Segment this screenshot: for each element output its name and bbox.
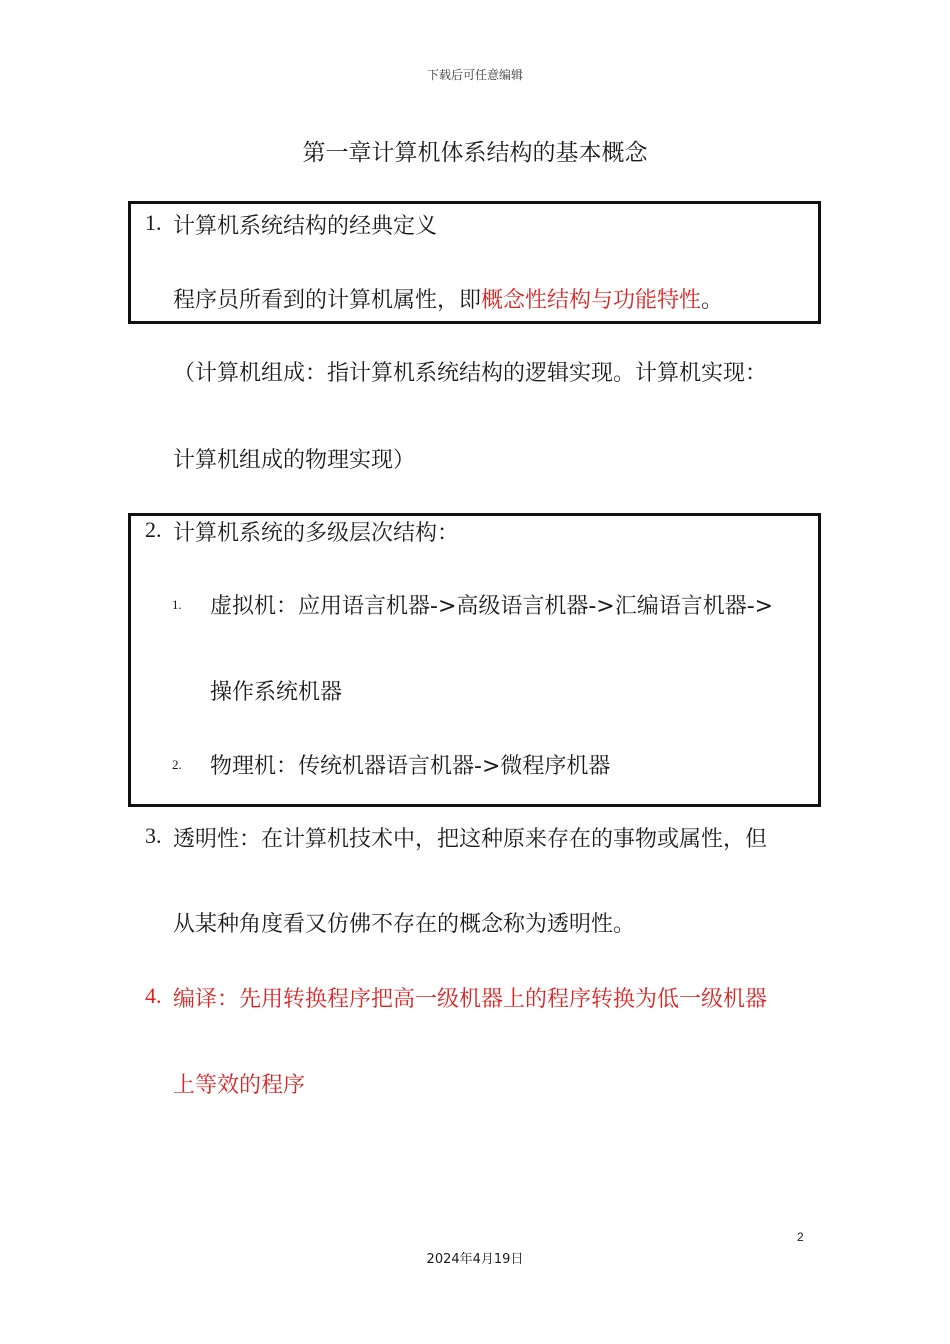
- section-4-number: 4.: [145, 983, 162, 1008]
- section-1-number: 1.: [145, 210, 162, 235]
- list-item-2-number: 2.: [172, 757, 182, 772]
- note-line-1: （计算机组成：指计算机系统结构的逻辑实现。计算机实现：: [173, 361, 768, 386]
- list-item-2-line-1: 物理机：传统机器语言机器->微程序机器: [210, 754, 611, 779]
- footer-date: 2024年4月19日: [426, 1252, 524, 1267]
- section-3-line-1: 透明性：在计算机技术中，把这种原来存在的事物或属性，但: [173, 827, 768, 852]
- section-1-definition: [173, 283, 723, 314]
- section-2-heading: 计算机系统的多级层次结构：: [173, 521, 460, 546]
- list-item-1-line-1: 虚拟机：应用语言机器->高级语言机器->汇编语言机器->: [210, 594, 774, 619]
- section-3-line-2: 从某种角度看又仿佛不存在的概念称为透明性。: [173, 912, 636, 937]
- list-item-1-number: 1.: [172, 597, 182, 612]
- note-line-2: 计算机组成的物理实现）: [173, 448, 416, 473]
- section-3-number: 3.: [145, 823, 162, 848]
- chapter-title: 第一章计算机体系结构的基本概念: [302, 140, 648, 166]
- section-4-line-2: 上等效的程序: [173, 1073, 306, 1098]
- definition-suffix: 。: [701, 288, 724, 313]
- definition-prefix: 程序员所看到的计算机属性，即: [173, 288, 482, 313]
- list-item-1-line-2: 操作系统机器: [210, 680, 343, 705]
- page-number: 2: [797, 1230, 804, 1244]
- section-4-line-1: 编译：先用转换程序把高一级机器上的程序转换为低一级机器: [173, 987, 768, 1012]
- page-header: 下载后可任意编辑: [426, 68, 523, 82]
- section-1-heading: 计算机系统结构的经典定义: [173, 214, 438, 239]
- definition-highlight: 概念性结构与功能特性: [481, 288, 702, 313]
- section-2-number: 2.: [145, 517, 162, 542]
